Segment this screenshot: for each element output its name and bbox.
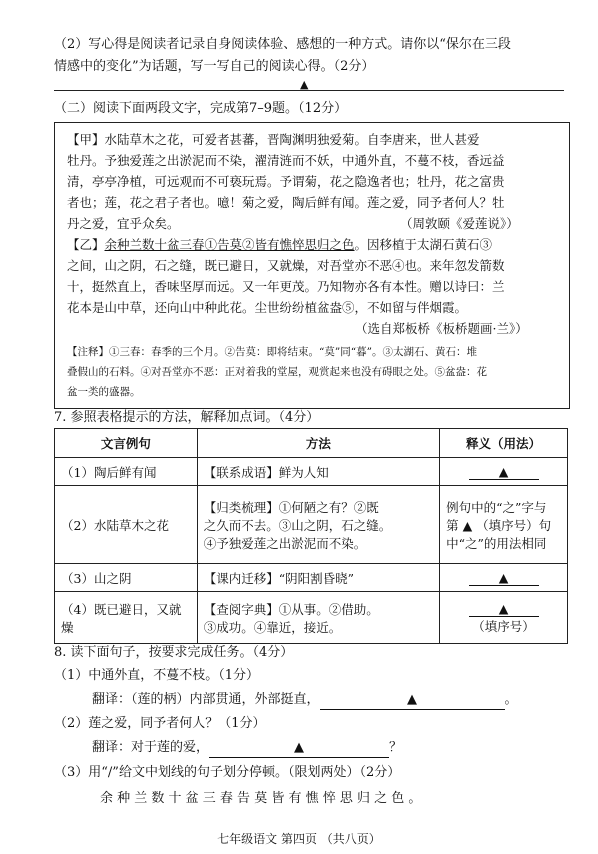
row-sentence: （1）陶后鲜有闻 bbox=[55, 458, 198, 486]
jia-line: 【甲】水陆草木之花，可爱者甚蕃，晋陶渊明独爱菊。自李唐来，世人甚爱 bbox=[67, 132, 480, 147]
table-row bbox=[55, 564, 568, 592]
q8-s3-sentence: 余 种 兰 数 十 盆 三 春 告 莫 皆 有 憔 悴 思 归 之 色 。 bbox=[100, 791, 422, 806]
row-answer[interactable]: ▲ （填序号） bbox=[440, 592, 568, 644]
q8-prompt: 8. 读下面句子，按要求完成任务。（4分） bbox=[54, 645, 294, 660]
header-answer: 释义（用法） bbox=[440, 429, 568, 458]
page-footer: 七年级语文 第四页 （共八页） bbox=[217, 832, 381, 846]
row-method: 【归类梳理】①何陋之有？②既 之久而不去。③山之阴，石之缝。 ④予独爱莲之出淤泥而不染。 bbox=[197, 486, 439, 564]
jia-line: 者也；莲，花之君子者也。噫！菊之爱，陶后鲜有闻。莲之爱，同予者何人？牡 bbox=[67, 195, 505, 210]
q6-part2-line1: （2）写心得是阅读者记录自身阅读体验、感想的一种方式。请你以“保尔在三段 bbox=[54, 37, 511, 52]
table-row bbox=[55, 458, 568, 486]
row-sentence: （2）水陆草木之花 bbox=[55, 486, 198, 564]
yi-line: 之间，山之阴，石之缝，既已避日，又就燥，对吾堂亦不恶④也。来年忽发箭数 bbox=[67, 258, 505, 273]
note-line: 盆一类的盛器。 bbox=[67, 386, 141, 398]
q7-table bbox=[54, 428, 568, 644]
row-method: 【联系成语】鲜为人知 bbox=[197, 458, 439, 486]
header-method: 方法 bbox=[197, 429, 439, 458]
answer-line bbox=[54, 90, 564, 91]
q6-part2-line2: 情感中的变化”为话题，写一写自己的阅读心得。（2分） bbox=[54, 59, 375, 74]
q7-prompt: 7. 参照表格提示的方法，解释加点词。（4分） bbox=[54, 410, 320, 425]
header-sentence: 文言例句 bbox=[55, 429, 198, 458]
answer-blank[interactable]: ▲ bbox=[209, 739, 389, 758]
yi-label: 【乙】 bbox=[67, 237, 105, 252]
note-line: 【注释】①三春：春季的三个月。②告莫：即将结束。“莫”同“暮”。③太湖石、黄石：堆 bbox=[67, 346, 477, 358]
q8-s1-translation: 翻译：（莲的柄）内部贯通，外部挺直， ▲ 。 bbox=[92, 691, 518, 710]
row-sentence: （3）山之阴 bbox=[55, 564, 198, 592]
q8-s3: （3）用“/”给文中划线的句子划分停顿。（限划两处）（2分） bbox=[54, 765, 401, 780]
yi-first-line bbox=[67, 236, 492, 254]
q8-s1: （1）中通外直，不蔓不枝。（1分） bbox=[54, 668, 260, 683]
jia-line: 丹之爱，宜乎众矣。 bbox=[67, 216, 180, 231]
row-answer[interactable]: 例句中的“之”字与 第 ▲ （填序号）句 中“之”的用法相同 bbox=[440, 486, 568, 564]
table-row bbox=[55, 486, 568, 564]
row-sentence: （4）既已避日，又就燥 bbox=[55, 592, 198, 644]
jia-source: （周敦颐《爱莲说》） bbox=[400, 216, 519, 231]
table-header-row bbox=[55, 429, 568, 458]
passage-box bbox=[54, 122, 570, 409]
row-answer[interactable]: ▲ bbox=[440, 458, 568, 486]
yi-source: （选自郑板桥《板桥题画·兰》） bbox=[355, 321, 528, 336]
table-row bbox=[55, 592, 568, 644]
yi-line: 花本是山中草，还向山中种此花。尘世纷纷植盆盎⑤，不如留与伴烟霞。 bbox=[67, 300, 468, 315]
yi-underlined-sentence: 余种兰数十盆三春①告莫②皆有憔悴思归之色 bbox=[104, 237, 355, 252]
note-line: 叠假山的石料。④对吾堂亦不恶：正对着我的堂屋，观赏起来也没有碍眼之处。⑤盆盎：花 bbox=[67, 366, 487, 378]
yi-first-rest: 。因移植于太湖石黄石③ bbox=[354, 237, 493, 252]
row-method: 【查阅字典】①从事。②借助。 ③成功。④靠近，接近。 bbox=[197, 592, 439, 644]
section-heading: （二）阅读下面两段文字，完成第7–9题。（12分） bbox=[54, 101, 348, 116]
jia-line: 清，亭亭净植，可远观而不可亵玩焉。予谓菊，花之隐逸者也；牡丹，花之富贵 bbox=[67, 174, 505, 189]
row-method: 【课内迁移】“阴阳割昏晓” bbox=[197, 564, 439, 592]
answer-blank[interactable]: ▲ bbox=[320, 691, 505, 710]
yi-line: 十，挺然直上，香味坚厚而远。又一年更茂。乃知物亦各有本性。赠以诗曰：兰 bbox=[67, 279, 505, 294]
row-answer[interactable]: ▲ bbox=[440, 564, 568, 592]
answer-marker: ▲ bbox=[300, 78, 309, 91]
q8-s2-translation: 翻译：对于莲的爱， ▲ ？ bbox=[92, 739, 402, 758]
jia-line: 牡丹。予独爱莲之出淤泥而不染，濯清涟而不妖，中通外直，不蔓不枝，香远益 bbox=[67, 153, 505, 168]
q8-s2: （2）莲之爱，同予者何人？（1分） bbox=[54, 716, 266, 731]
